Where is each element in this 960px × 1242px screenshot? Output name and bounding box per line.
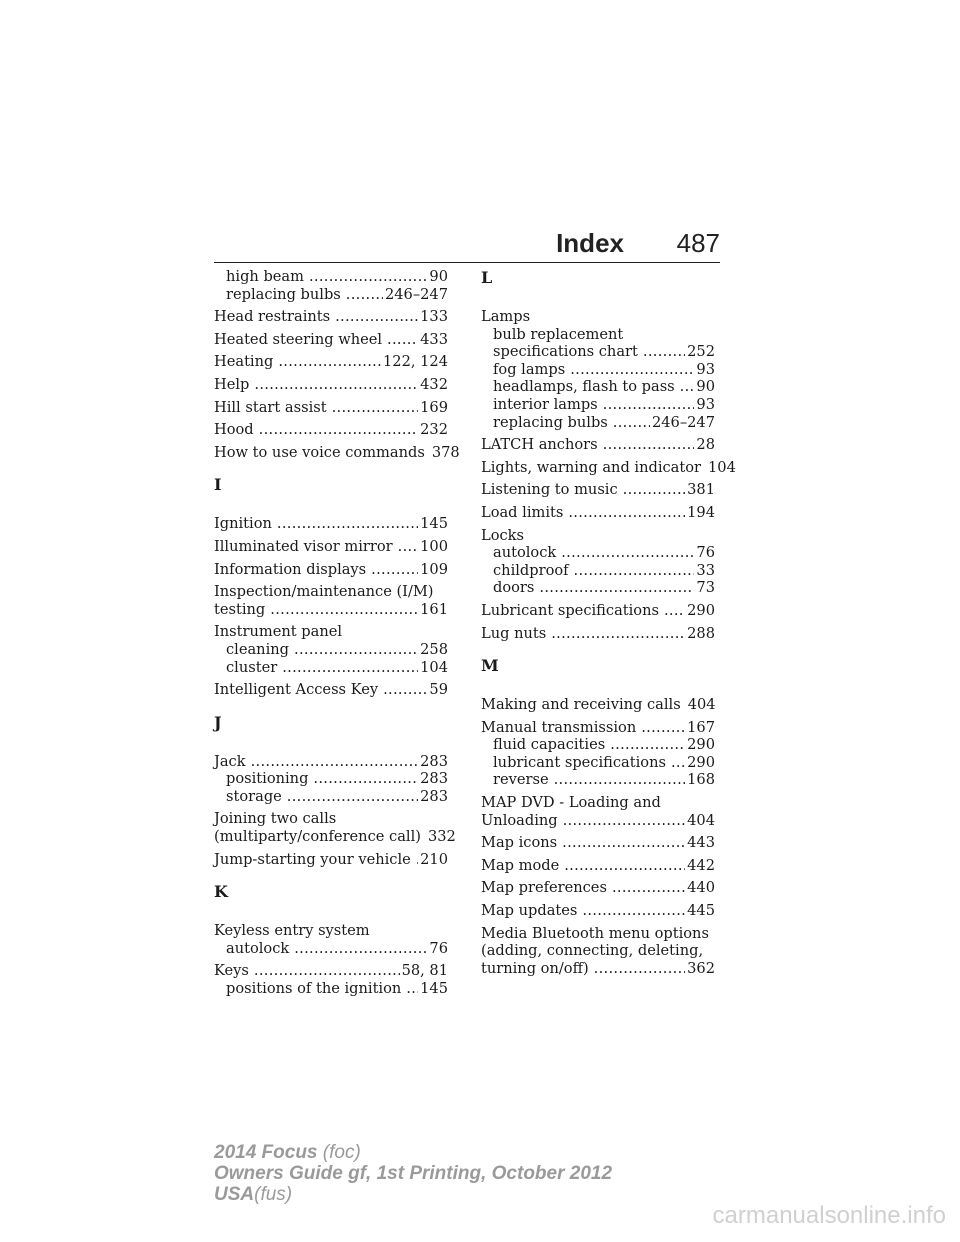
dot-leader [371,561,418,579]
index-term: Making and receiving calls [481,696,681,714]
index-term: Keys [214,962,249,980]
footer-model-code: (foc) [322,1142,361,1163]
page-reference: 252 [687,343,715,361]
page-reference: 168 [687,771,715,789]
index-entry-line [481,960,715,978]
index-term: cluster [226,658,278,676]
dot-leader [383,681,427,699]
index-entry-line [214,561,448,579]
page-reference: 232 [420,421,448,439]
index-term: Map mode [481,856,560,874]
page-reference: 145 [420,515,448,533]
index-entry [481,481,715,499]
page-reference: 283 [420,770,448,788]
index-term: replacing bulbs [226,285,341,303]
page-reference: 93 [696,360,715,378]
index-entry-line [214,353,448,371]
index-subentry [481,414,715,432]
index-entry-line [214,922,448,940]
index-term: positions of the ignition [226,980,402,998]
watermark: carmanualsonline.info [712,1202,946,1229]
index-entry-line [214,828,456,846]
index-term: lubricant specifications [493,753,666,771]
page-reference: 33 [696,561,715,579]
dot-leader [254,962,400,980]
index-term: fog lamps [493,360,566,378]
index-entry-line [481,696,715,714]
dot-leader [332,399,419,417]
dot-leader [259,421,418,439]
index-term: Information displays [214,560,367,578]
index-term: Hood [214,421,254,439]
index-entry-line [481,925,715,943]
page-reference: 104 [420,658,448,676]
index-entry-line [481,719,715,737]
index-term: high beam [226,268,304,285]
index-entry-line [481,812,715,830]
dot-leader [623,481,685,499]
dot-leader [568,504,685,522]
index-entry-line [214,601,448,619]
dot-leader [643,343,685,361]
index-letter-heading: I [214,475,222,495]
index-term: Lights, warning and indicator [481,458,702,476]
index-entry [481,879,715,897]
index-term: Lubricant specifications [481,601,659,619]
page-reference: 73 [696,579,715,597]
dot-leader [554,771,686,789]
page-reference: 167 [687,718,715,736]
index-entry-line [481,625,715,643]
index-term: Map updates [481,902,578,920]
dot-leader [287,788,418,806]
index-term: Instrument panel [214,623,343,641]
page-reference: 246–247 [651,413,715,431]
index-term: Heated steering wheel [214,330,383,348]
index-term: Jack [214,752,246,770]
dot-leader [251,753,419,771]
page-reference: 161 [420,600,448,618]
index-entry [214,561,448,579]
page-reference: 290 [687,601,715,619]
dot-leader [277,515,418,533]
index-term: bulb replacement [493,325,624,343]
index-term: Jump-starting your vehicle [214,850,411,868]
page-reference: 283 [420,787,448,805]
dot-leader [282,659,418,677]
footer [214,1142,612,1205]
dot-leader [664,602,685,620]
index-entry-line [214,538,448,556]
index-term: How to use voice commands [214,443,425,461]
dot-leader [562,834,685,852]
index-term: testing [214,600,266,618]
index-entry-line [481,308,715,326]
index-term: LATCH anchors [481,436,598,454]
dot-leader [613,414,650,432]
page-reference: 404 [687,696,716,714]
index-entry-line [214,623,448,641]
index-term: positioning [226,770,309,788]
page-reference: 109 [420,560,448,578]
dot-leader [387,331,418,349]
index-entry-line [214,583,448,601]
index-subentry [481,343,715,361]
index-entry-line [481,879,715,897]
dot-leader [313,770,418,788]
index-subentry [481,361,715,379]
index-entry [214,623,448,676]
index-entry [214,268,448,303]
page-reference: 90 [696,378,715,396]
index-entry-line [214,681,448,699]
page-header [214,228,720,263]
index-term: doors [493,579,535,597]
index-entry-line [214,421,448,439]
index-term: Listening to music [481,481,618,499]
page-reference: 104 [708,458,736,476]
page-reference: 381 [687,481,715,499]
index-term: Head restraints [214,308,331,326]
dot-leader [564,857,685,875]
index-term: autolock [493,544,557,562]
index-entry-line [481,436,715,454]
index-entry-line [214,515,448,533]
index-entry [214,753,448,806]
index-entry [214,399,448,417]
dot-leader [406,980,418,998]
dot-leader [594,960,686,978]
index-entry-line [214,308,448,326]
index-entry-line [214,376,448,394]
index-term: headlamps, flash to pass [493,378,675,396]
index-entry [481,794,715,829]
page-reference: 440 [687,879,715,897]
page-reference: 210 [420,850,448,868]
index-entry [214,376,448,394]
index-subentry [481,396,715,414]
index-term: Locks [481,526,524,544]
page-reference: 100 [420,537,448,555]
page-reference: 90 [429,268,448,285]
dot-leader [254,376,418,394]
index-entry-line [214,851,448,869]
index-term: Map preferences [481,879,607,897]
index-subentry [481,562,715,580]
index-term: autolock [226,939,290,957]
index-entry [481,834,715,852]
index-column-left [214,268,460,998]
index-term: childproof [493,561,569,579]
index-term: MAP DVD - Loading and [481,794,661,812]
index-entry [214,583,448,618]
index-subentry [214,980,448,998]
index-entry [214,353,448,371]
index-entry [214,922,448,957]
index-column-right [481,268,736,977]
dot-leader [603,396,695,414]
index-term: fluid capacities [493,736,606,754]
page-reference: 194 [687,503,715,521]
dot-leader [416,851,418,869]
index-entry [481,925,715,978]
index-entry-line [481,504,715,522]
page-reference: 169 [420,398,448,416]
index-entry [214,810,456,846]
footer-line-1 [214,1142,612,1163]
index-entry [214,443,460,462]
page-reference: 283 [420,752,448,770]
index-entry [214,681,448,699]
footer-line-3 [214,1184,612,1205]
index-term: Lamps [481,308,531,325]
page-reference: 28 [696,436,715,454]
index-entry [481,857,715,875]
index-entry [214,308,448,326]
index-term: Unloading [481,811,558,829]
dot-leader [539,579,694,597]
dot-leader [551,625,685,643]
index-term: Heating [214,353,274,371]
dot-leader [294,641,418,659]
dot-leader [398,538,419,556]
index-term: specifications chart [493,343,638,361]
index-term: Joining two calls [214,810,337,828]
footer-market-code: (fus) [254,1184,293,1205]
index-entry-line [481,794,715,812]
page-reference: 258 [420,640,448,658]
dot-leader [603,436,695,454]
index-subentry [481,754,715,772]
page-reference: 443 [687,834,715,852]
page-title: Index [556,228,624,258]
dot-leader [570,361,694,379]
page-reference: 290 [687,753,715,771]
index-entry [214,331,448,349]
page-reference: 58, 81 [401,962,448,980]
page-reference: 404 [687,811,715,829]
index-term: interior lamps [493,395,598,413]
index-entry-line [481,527,715,545]
page-reference: 290 [687,736,715,754]
dot-leader [641,719,685,737]
page-reference: 133 [420,308,448,326]
index-entry-line [214,753,448,771]
index-term: reverse [493,771,549,789]
index-letter-heading: M [481,656,499,676]
page-reference: 378 [431,443,460,461]
index-subentry [214,286,448,304]
page-reference: 445 [687,902,715,920]
index-term: cleaning [226,640,289,658]
page-reference: 145 [420,980,448,998]
dot-leader [671,754,685,772]
page-reference: 93 [696,395,715,413]
index-entry [481,504,715,522]
dot-leader [563,812,686,830]
index-subentry [214,770,448,788]
index-entry-line [481,857,715,875]
dot-leader [278,353,381,371]
page-reference: 332 [427,828,456,846]
index-subentry [481,378,715,396]
page-reference: 76 [429,939,448,957]
index-subentry [481,579,715,597]
dot-leader [574,562,695,580]
index-term: Help [214,375,250,393]
index-entry-line [481,942,715,960]
dot-leader [610,736,685,754]
index-term: Illuminated visor mirror [214,537,393,555]
index-subentry [214,940,448,958]
index-entry-line [214,810,448,828]
index-entry [481,719,715,789]
index-subentry [481,544,715,562]
index-entry-line [481,602,715,620]
index-term: Media Bluetooth menu options [481,924,709,942]
index-entry-line [481,481,715,499]
footer-model: 2014 Focus [214,1142,318,1163]
dot-leader [294,940,427,958]
dot-leader [335,308,418,326]
index-term: Lug nuts [481,624,547,642]
dot-leader [680,378,695,396]
index-term: Intelligent Access Key [214,681,379,699]
page-reference: 76 [696,544,715,562]
index-entry [214,421,448,439]
dot-leader [309,268,427,286]
index-letter-heading: L [481,268,493,287]
index-entry-line [481,458,736,477]
index-subentry [481,326,715,344]
index-entry [481,436,715,454]
index-entry [481,458,736,477]
index-entry-line [481,834,715,852]
index-entry-line [481,902,715,920]
page-number: 487 [676,228,720,258]
dot-leader [612,879,685,897]
index-subentry [214,788,448,806]
page-reference: 246–247 [384,285,448,303]
page-reference: 433 [420,330,448,348]
page-reference: 122, 124 [383,353,448,371]
index-entry [481,308,715,431]
dot-leader [270,601,418,619]
index-entry-line [214,962,448,980]
index-entry-line [214,399,448,417]
footer-market: USA [214,1184,255,1205]
index-term: Inspection/maintenance (I/M) [214,583,434,601]
index-entry-line [214,331,448,349]
index-entry-line [214,443,460,462]
index-term: turning on/off) [481,959,589,977]
index-entry [481,902,715,920]
dot-leader [561,544,694,562]
index-letter-heading: K [214,882,228,902]
index-entry [481,696,715,714]
page-reference: 362 [687,959,715,977]
page-reference: 59 [429,681,448,699]
index-term: Keyless entry system [214,922,370,940]
index-entry [481,625,715,643]
index-term: Load limits [481,503,564,521]
index-term: (multiparty/conference call) [214,828,421,846]
index-entry [481,527,715,597]
index-term: Manual transmission [481,718,637,736]
dot-leader [582,902,685,920]
index-entry [214,851,448,869]
index-entry [214,538,448,556]
index-letter-heading: J [214,712,222,732]
footer-line-2: Owners Guide gf, 1st Printing, October 2012 [214,1163,613,1184]
page-reference: 288 [687,624,715,642]
index-term: replacing bulbs [493,413,608,431]
index-term: storage [226,787,282,805]
index-entry [214,515,448,533]
index-entry [481,602,715,620]
page-reference: 432 [420,375,448,393]
index-subentry [214,659,448,677]
index-entry [214,962,448,997]
index-subentry [481,771,715,789]
index-subentry [214,268,448,286]
index-subentry [481,736,715,754]
index-term: Map icons [481,834,558,852]
index-term: (adding, connecting, deleting, [481,942,704,960]
index-subentry [214,641,448,659]
page-reference: 442 [687,856,715,874]
dot-leader [346,286,383,304]
index-term: Ignition [214,515,272,533]
index-term: Hill start assist [214,398,327,416]
